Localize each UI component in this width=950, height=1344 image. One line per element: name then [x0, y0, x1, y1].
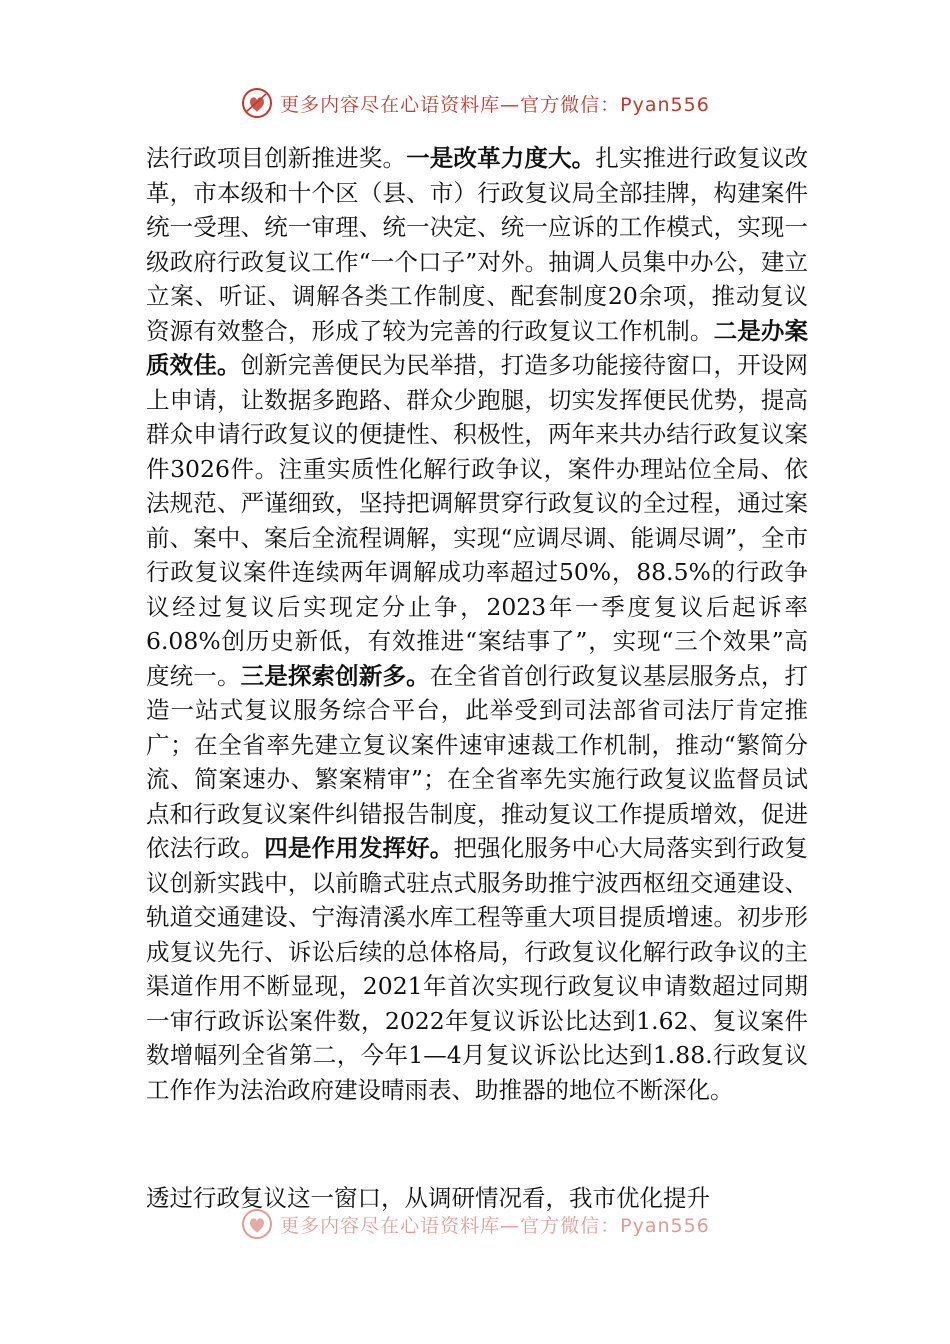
watermark-footer-text: 更多内容尽在心语资料库—官方微信：Pyan556 [280, 1214, 710, 1237]
sentence-3: 创新完善便民为民举措，打造多功能接待窗口，开设网上申请，让数据多跑路、群众少跑腿，切实发挥便民优势，提高群众申请行政复议的便捷性、积极性，两年来共办结行政复议案件3026件。注重实质性化解行政争议，案件办理站位全局、依法规范、严谨细致，坚持把调解贯穿行政复议的全过程，通过案前、案中、案后全流程调解，实现“应调尽调、能调尽调”，全市行政复议案件连续两年调解成功率超过50%，88.5%的行政争议经过复议后实现定分止争，2023年一季度复议后起诉率6.08%创历史新低，有效推进“案结事了”，实现“三个效果”高度统一。 [146, 351, 809, 690]
sentence-5: 把强化服务中心大局落实到行政复议创新实践中，以前瞻式驻点式服务助推宁波西枢纽交通建设、轨道交通建设、宁海清溪水库工程等重大项目提质增速。初步形成复议先行、诉讼后续的总体格局，行政复议化解行政争议的主渠道作用不断显现，2021年首次实现行政复议申请数超过同期一审行政诉讼案件数，2022年复议诉讼比达到1.62、复议案件数增幅列全省第二，今年1—4月复议诉讼比达到1.88.行政复议工作作为法治政府建设晴雨表、助推器的地位不断深化。 [146, 834, 809, 1104]
heart-logo-icon [240, 1207, 274, 1241]
sentence-2: 扎实推进行政复议改革，市本级和十个区（县、市）行政复议局全部挂牌，构建案件统一受理、统一审理、统一决定、统一应诉的工作模式，实现一级政府行政复议工作“一个口子”对外。抽调人员集中办公，建立立案、听证、调解各类工作制度、配套制度20余项，推动复议资源有效整合，形成了较为完善的行政复议工作机制。 [146, 144, 809, 345]
second-paragraph-text: 透过行政复议这一窗口，从调研情况看，我市优化提升 [146, 1184, 710, 1212]
watermark-header [0, 86, 950, 120]
sentence-1: 法行政项目创新推进奖。 [146, 144, 407, 172]
sentence-4: 在全省首创行政复议基层服务点，打造一站式复议服务综合平台，此举受到司法部省司法厅肯定推广；在全省率先建立复议案件速审速裁工作机制，推动“繁简分流、简案速办、繁案精审”；在全省率先实施行政复议监督员试点和行政复议案件纠错报告制度，推动复议工作提质增效，促进依法行政。 [146, 661, 809, 862]
heading-3: 三是探索创新多。 [240, 661, 430, 690]
watermark-footer [0, 1207, 950, 1241]
watermark-text: 更多内容尽在心语资料库—官方微信：Pyan556 [280, 93, 710, 116]
heading-2: 二是办案质效佳。 [146, 316, 809, 379]
heading-1: 一是改革力度大。 [406, 144, 596, 172]
heading-4: 四是作用发挥好。 [264, 834, 454, 862]
heart-logo-icon [240, 86, 274, 120]
body-paragraph [146, 141, 808, 1107]
